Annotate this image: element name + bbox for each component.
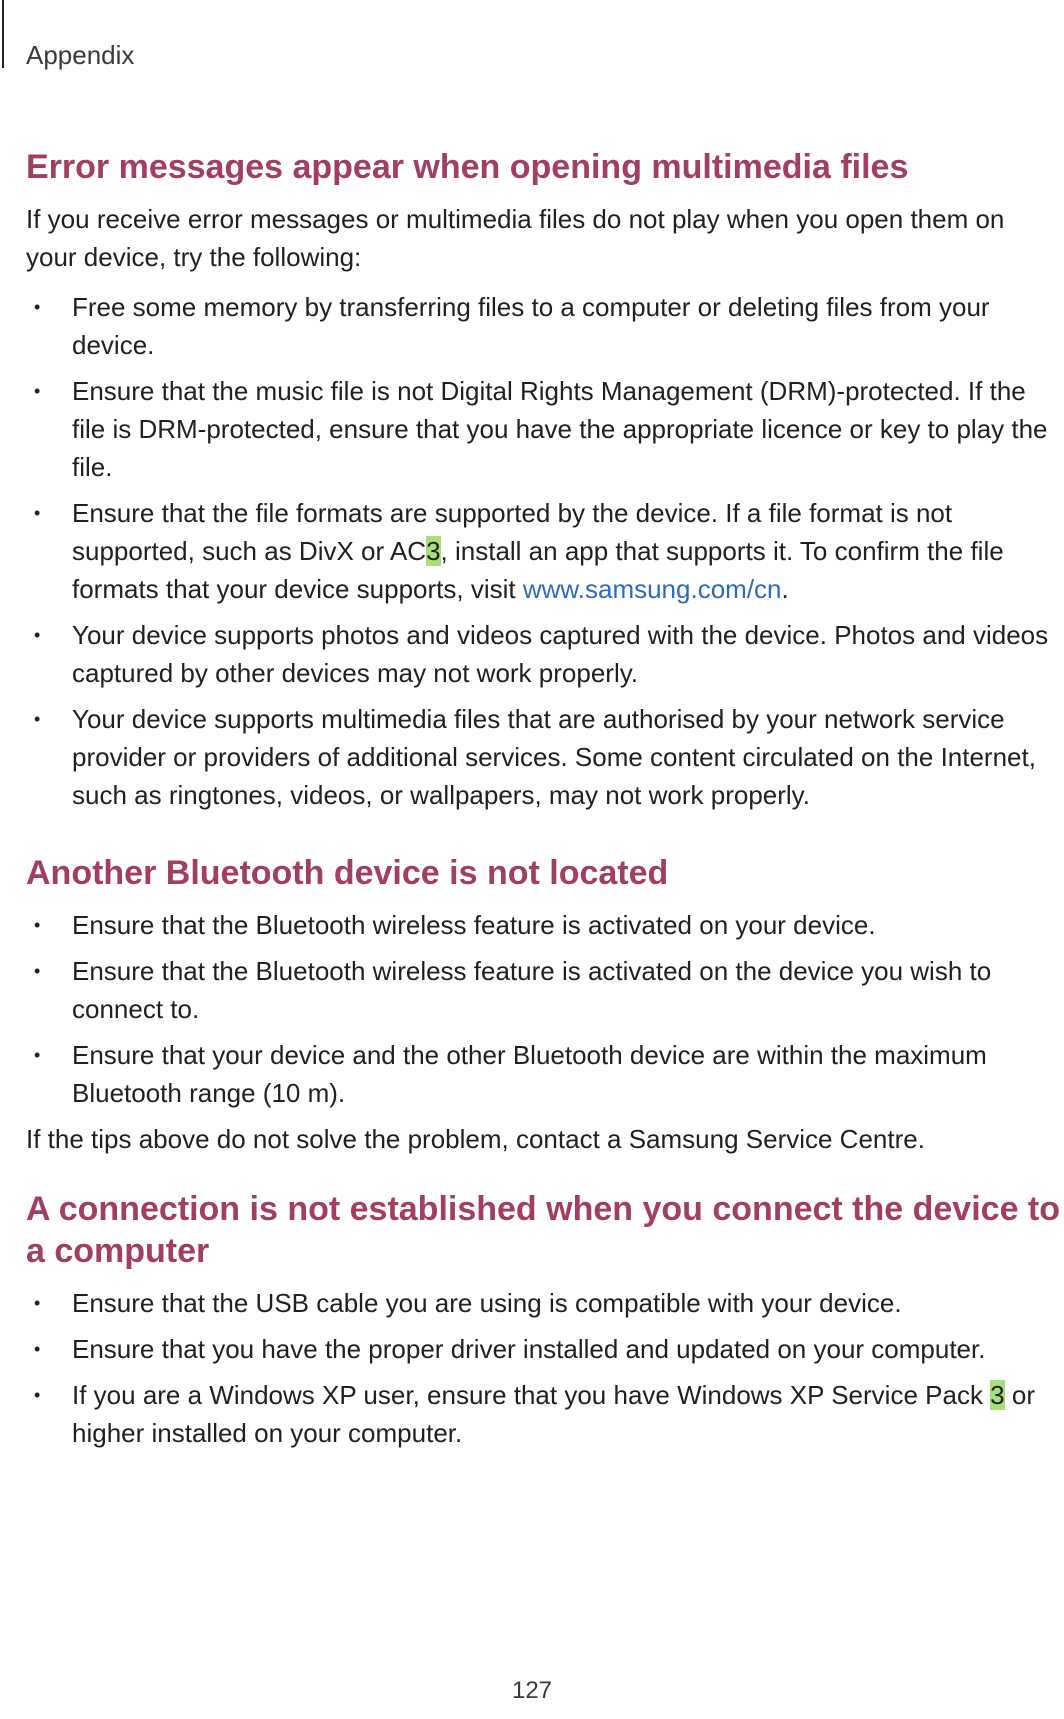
- list-item-text: Your device supports multimedia files that are authorised by your network service provider or providers of additional services. Some content circulated on the Internet, such as ringtones, videos, or wallpapers, may not work properly.: [72, 704, 1036, 810]
- page-number: 127: [511, 1677, 553, 1704]
- bullet-icon: •: [34, 1385, 41, 1405]
- samsung-website-link[interactable]: www.samsung.com/cn: [522, 574, 782, 604]
- list-item-text-pre: If you are a Windows XP user, ensure that you have Windows XP Service Pack: [72, 1380, 991, 1410]
- list-item: [26, 906, 1060, 944]
- list-item: [26, 372, 1060, 486]
- list-item: [26, 288, 1060, 364]
- bullet-list-bluetooth: [26, 906, 1060, 1112]
- list-item: [26, 1284, 1060, 1322]
- list-item-text: Ensure that the music file is not Digital Rights Management (DRM)-protected. If the file is DRM-protected, ensure that you have the appropriate licence or key to play the file.: [72, 376, 1048, 482]
- running-header: Appendix: [26, 40, 135, 70]
- bullet-icon: •: [34, 1293, 41, 1313]
- list-item: [26, 616, 1060, 692]
- list-item-text: Ensure that the Bluetooth wireless feature is activated on your device.: [72, 910, 876, 940]
- page-content: [26, 146, 1060, 1460]
- list-item-text: Free some memory by transferring files to a computer or deleting files from your device.: [72, 292, 990, 360]
- bullet-icon: •: [34, 709, 41, 729]
- page-corner-rule: [2, 0, 4, 68]
- bullet-icon: •: [34, 625, 41, 645]
- bullet-icon: •: [34, 503, 41, 523]
- list-item-text-post: or higher installed on your computer.: [72, 1380, 1035, 1448]
- highlighted-number: 3: [426, 536, 441, 566]
- bullet-icon: •: [34, 297, 41, 317]
- bullet-icon: •: [34, 915, 41, 935]
- list-item-text: Your device supports photos and videos captured with the device. Photos and videos captured by other devices may not work properly.: [72, 620, 1049, 688]
- section-closing-note: If the tips above do not solve the problem, contact a Samsung Service Centre.: [26, 1124, 925, 1154]
- bullet-icon: •: [34, 961, 41, 981]
- section-intro: If you receive error messages or multimedia files do not play when you open them on your device, try the following:: [26, 204, 1005, 272]
- section-title-bluetooth: Another Bluetooth device is not located: [26, 854, 669, 892]
- list-item: [26, 1376, 1060, 1452]
- bullet-icon: •: [34, 1045, 41, 1065]
- list-item-text: Ensure that the USB cable you are using is compatible with your device.: [72, 1288, 902, 1318]
- bullet-list-computer: [26, 1284, 1060, 1452]
- list-item: [26, 700, 1060, 814]
- list-item: [26, 1330, 1060, 1368]
- list-item: [26, 494, 1060, 608]
- list-item-text-pre: Ensure that the file formats are supported by the device. If a file format is not supported, such as DivX or AC: [72, 498, 953, 566]
- section-title-computer-connection: A connection is not established when you connect the device to a computer: [26, 1190, 1061, 1270]
- list-item-text-mid: , install an app that supports it. To confirm the file formats that your device supports, visit: [72, 536, 1004, 604]
- list-item-text: Ensure that the Bluetooth wireless feature is activated on the device you wish to connect to.: [72, 956, 992, 1024]
- bullet-icon: •: [34, 381, 41, 401]
- list-item-text-post: .: [781, 574, 789, 604]
- list-item-text: Ensure that your device and the other Bluetooth device are within the maximum Bluetooth range (10 m).: [72, 1040, 987, 1108]
- section-title-multimedia-errors: Error messages appear when opening multimedia files: [26, 148, 909, 186]
- bullet-icon: •: [34, 1339, 41, 1359]
- list-item-text: Ensure that you have the proper driver installed and updated on your computer.: [72, 1334, 986, 1364]
- bullet-list-multimedia: [26, 288, 1060, 814]
- highlighted-number: 3: [990, 1380, 1005, 1410]
- list-item: [26, 952, 1060, 1028]
- list-item: [26, 1036, 1060, 1112]
